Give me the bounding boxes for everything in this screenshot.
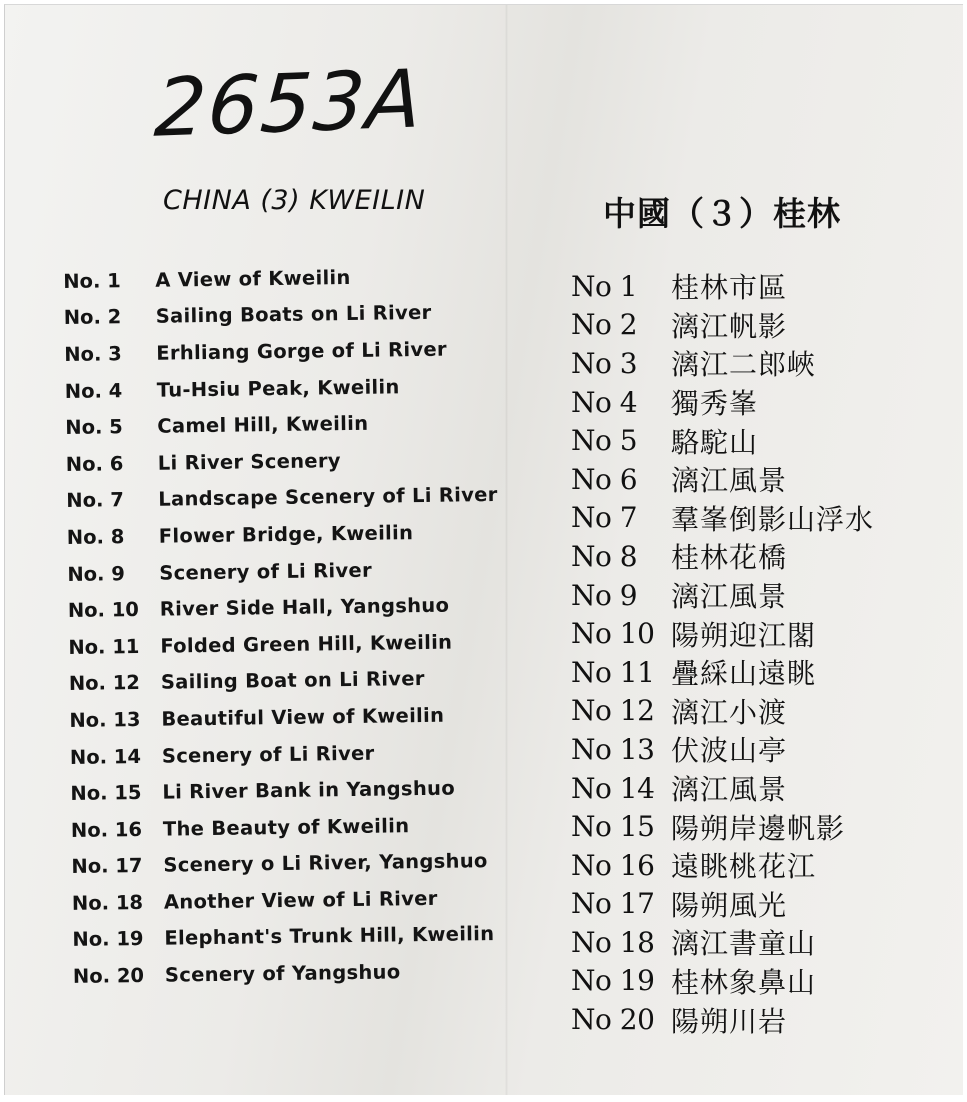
item-title: Sailing Boats on Li River [155, 301, 432, 329]
item-title: 漓江二郎峽 [671, 348, 817, 382]
item-number: No 17 [571, 887, 655, 921]
item-title: 漓江風景 [671, 773, 788, 807]
item-number: No. 20 [72, 964, 145, 989]
item-number: No. 6 [65, 451, 124, 476]
item-title: 疊綵山遠眺 [671, 657, 817, 691]
item-title: 桂林象鼻山 [671, 965, 817, 999]
item-number: No. 17 [71, 854, 143, 879]
list-item [571, 614, 874, 653]
item-title: 陽朔岸邊帆影 [671, 811, 846, 845]
item-number: No. 18 [71, 890, 144, 915]
item-title: Li River Bank in Yangshuo [162, 776, 456, 804]
item-number: No 19 [571, 964, 655, 998]
item-number: No 6 [571, 462, 638, 496]
list-item [571, 499, 874, 538]
item-number: No. 15 [70, 781, 142, 806]
item-number: No. 4 [64, 378, 123, 403]
item-number: No. 10 [67, 598, 140, 623]
item-title: Camel Hill, Kweilin [157, 411, 369, 438]
item-title: Scenery of Li River [161, 741, 375, 768]
item-title: 陽朔迎江閣 [671, 618, 817, 652]
list-item [571, 344, 874, 383]
list-item [571, 306, 874, 345]
item-title: Scenery of Yangshuo [164, 960, 401, 987]
list-item [571, 537, 874, 576]
item-number: No. 5 [65, 415, 123, 440]
list-item [571, 962, 874, 1001]
item-title: 桂林市區 [671, 271, 788, 305]
item-title: Scenery of Li River [159, 558, 373, 585]
list-item [571, 730, 874, 769]
title-chinese: 中國（３）桂林 [603, 194, 841, 233]
list-item [571, 267, 874, 306]
item-title: The Beauty of Kweilin [162, 813, 410, 841]
list-item [571, 807, 874, 846]
item-title: 漓江風景 [671, 580, 788, 614]
item-number: No 10 [571, 617, 655, 651]
item-title: 陽朔川岩 [671, 1004, 788, 1038]
item-title: A View of Kweilin [155, 265, 351, 292]
list-item [571, 769, 874, 808]
list-item [571, 885, 874, 924]
item-number: No 20 [571, 1003, 655, 1037]
item-number: No. 2 [63, 305, 122, 330]
item-title: 桂林花橋 [671, 541, 788, 575]
item-title: Beautiful View of Kweilin [161, 703, 445, 731]
item-number: No. 7 [66, 488, 124, 513]
handwritten-code: 2653A [151, 52, 427, 155]
item-number: No 2 [571, 308, 638, 342]
item-title: 羣峯倒影山浮水 [671, 502, 875, 536]
list-item [571, 846, 874, 885]
list-item [571, 653, 874, 692]
item-number: No 7 [571, 501, 638, 535]
item-number: No. 9 [67, 561, 125, 586]
english-list [63, 257, 533, 995]
item-number: No 5 [571, 424, 638, 458]
item-number: No 13 [571, 732, 655, 766]
chinese-list [571, 267, 874, 1039]
item-title: 駱駝山 [671, 425, 759, 459]
item-number: No 3 [571, 346, 638, 380]
list-item [571, 923, 874, 962]
list-item [571, 460, 874, 499]
item-number: No 4 [571, 385, 638, 419]
list-item [571, 1000, 874, 1039]
item-title: Tu-Hsiu Peak, Kweilin [156, 374, 400, 402]
item-title: Another View of Li River [163, 886, 438, 914]
item-title: Folded Green Hill, Kweilin [160, 630, 453, 658]
item-title: River Side Hall, Yangshuo [159, 593, 450, 621]
item-title: 漓江書童山 [671, 927, 817, 961]
list-item [571, 421, 874, 460]
item-title: Sailing Boat on Li River [160, 667, 425, 695]
item-number: No. 11 [68, 634, 140, 659]
list-item [73, 952, 533, 995]
item-title: Scenery o Li River, Yangshuo [163, 849, 488, 877]
item-number: No 16 [571, 848, 655, 882]
item-title: Li River Scenery [157, 448, 341, 475]
item-number: No. 13 [69, 707, 141, 732]
item-number: No. 19 [72, 927, 144, 952]
item-number: No. 16 [70, 817, 143, 842]
item-title: Flower Bridge, Kweilin [158, 521, 414, 548]
item-number: No 1 [571, 269, 638, 303]
item-number: No. 12 [68, 671, 141, 696]
title-english: CHINA (3) KWEILIN [163, 185, 426, 216]
item-title: Elephant's Trunk Hill, Kweilin [164, 922, 495, 951]
item-title: 陽朔風光 [671, 888, 788, 922]
item-title: 漓江風景 [671, 464, 788, 498]
list-item [571, 692, 874, 731]
item-title: 漓江小渡 [671, 695, 788, 729]
item-number: No 15 [571, 810, 655, 844]
item-number: No. 1 [63, 268, 121, 293]
item-number: No. 14 [69, 744, 142, 769]
item-title: Erhliang Gorge of Li River [156, 337, 447, 365]
item-number: No 11 [571, 655, 655, 689]
item-number: No. 3 [64, 342, 122, 366]
item-title: Landscape Scenery of Li River [158, 483, 498, 512]
list-item [571, 383, 874, 422]
item-title: 伏波山亭 [671, 734, 788, 768]
item-title: 獨秀峯 [671, 387, 759, 421]
item-number: No 12 [571, 694, 655, 728]
item-number: No 14 [571, 771, 655, 805]
item-number: No 9 [571, 578, 638, 612]
item-title: 遠眺桃花江 [671, 850, 817, 884]
item-title: 漓江帆影 [671, 309, 788, 343]
item-number: No 18 [571, 925, 655, 959]
caption-sheet [4, 4, 963, 1095]
list-item [571, 576, 874, 615]
item-number: No 8 [571, 539, 638, 573]
item-number: No. 8 [66, 525, 125, 549]
